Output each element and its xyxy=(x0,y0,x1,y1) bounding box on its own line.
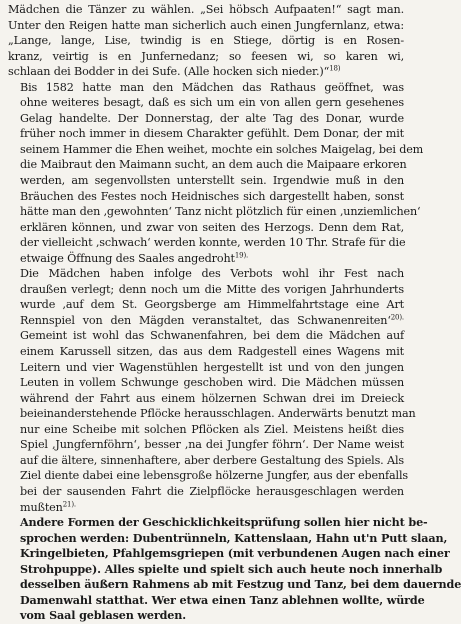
text-line: „Lange, lange, Lise, twindig is en Stiege, dörtig is en Rosen- xyxy=(8,34,404,48)
text-line: einem Karussell sitzen, das aus dem Radgestell eines Wagens mit xyxy=(20,345,404,359)
paragraph-1-continuation xyxy=(8,2,404,80)
text-line: erklären können, und zwar von seiten des Herzogs. Denn dem Rat, xyxy=(20,220,404,234)
text-line: werden, am segenvollsten unterstellt sein. Irgendwie muß in den xyxy=(20,174,404,188)
text-line: Die Mädchen haben infolge des Verbots wohl ihr Fest nach xyxy=(20,267,404,281)
text-line: früher noch immer in diesem Charakter gefühlt. Dem Donar, der mit xyxy=(20,127,404,141)
text-line: Leitern und vier Wagenstühlen hergestellt ist und von den jungen xyxy=(20,360,404,374)
footnote-ref: 18) xyxy=(329,64,341,73)
text-line: wurde ‚auf dem St. Georgsberge am Himmelfahrtstage eine Art xyxy=(20,298,404,312)
text-line: Ziel diente dabei eine lebensgroße hölzerne Jungfer, aus der ebenfalls xyxy=(20,469,408,483)
footnote-ref: 19). xyxy=(234,251,249,260)
text-line: mußten$^{21).}$ xyxy=(20,499,76,514)
text-line: der vielleicht ‚schwach‘ werden konnte, werden 10 Thr. Strafe für die xyxy=(20,236,406,250)
text-line: Unter den Reigen hatte man sicherlich auch einen Jungfernlanz, etwa: xyxy=(8,18,404,32)
text-line: desselben äußern Rahmens ab mit Festzug und Tanz, bei dem dauernde xyxy=(20,577,461,592)
text-line: Kringelbieten, Pfahlgemsgriepen (mit verbundenen Augen nach einer xyxy=(20,546,450,561)
text-line: während der Fahrt aus einem hölzernen Schwan drei im Dreieck xyxy=(20,391,404,405)
text-line: Mädchen die Tänzer zu wählen. „Sei höbsch Aufpaaten!“ sagt man. xyxy=(8,3,404,16)
text-line: vom Saal geblasen werden. xyxy=(20,608,186,623)
text-line: seinem Hammer die Ehen weihet, mochte ein solches Maigelag, bei dem xyxy=(20,142,424,156)
text-line: Andere Formen der Geschicklichkeitsprüfung sollen hier nicht be- xyxy=(20,515,428,530)
text-line: Spiel ‚Jungfernföhrn‘, besser ‚na dei Jungfer föhrn‘. Der Name weist xyxy=(20,438,404,452)
text-line: Damenwahl statthat. Wer etwa einen Tanz ablehnen wollte, würde xyxy=(20,592,425,607)
text-line: bei der sausenden Fahrt die Zielpflöcke herausgeschlagen werden xyxy=(20,484,404,498)
footnote-ref: 20). xyxy=(390,313,404,322)
paragraph-2 xyxy=(8,80,424,267)
text-line: nur eine Scheibe mit solchen Pflöcken als Ziel. Meistens heißt dies xyxy=(20,422,404,436)
text-line: hätte man den ‚gewohnten‘ Tanz nicht plötzlich für einen ‚unziemlichen‘ xyxy=(20,205,421,219)
text-line: schlaan dei Bodder in dei Sufe. (Alle hocken sich nieder.)“$^{18)}$ xyxy=(8,64,341,79)
text-line: etwaige Öffnung des Saales angedroht$^{19).}$ xyxy=(20,251,249,265)
text-line: Rennspiel von den Mägden veranstaltet, das Schwanenreiten‘$^{20).}$ xyxy=(20,313,404,327)
text-line: ohne weiteres besagt, daß es sich um ein von allen gern gesehenes xyxy=(20,96,404,110)
text-line: Gelag handelte. Der Donnerstag, der alte Tag des Donar, wurde xyxy=(20,111,404,125)
text-line: Leuten in vollem Schwunge geschoben wird. Die Mädchen müssen xyxy=(20,376,404,390)
text-line: Strohpuppe). Alles spielte und spielt sich auch heute noch innerhalb xyxy=(20,561,443,576)
text-line: Bis 1582 hatte man den Mädchen das Rathaus geöffnet, was xyxy=(20,80,404,94)
text-line: Gemeint ist wohl das Schwanenfahren, bei dem die Mädchen auf xyxy=(20,329,404,343)
paragraph-4 xyxy=(8,515,461,624)
text-line: beieinanderstehende Pflöcke herausschlagen. Anderwärts benutzt man xyxy=(20,407,416,421)
text-line: draußen verlegt; denn noch um die Mitte des vorigen Jahrhunderts xyxy=(20,282,404,296)
text-line: kranz, veirtig is en Junfernedanz; so feesen wi, so karen wi, xyxy=(8,49,404,63)
paragraph-3 xyxy=(8,266,416,515)
text-line: auf die ältere, sinnenhaftere, aber derbere Gestaltung des Spiels. Als xyxy=(20,453,404,467)
text-line: die Maibraut den Maimann sucht, an dem auch die Maipaare erkoren xyxy=(20,158,407,172)
text-line: Bräuchen des Festes noch Heidnisches sich dargestellt haben, sonst xyxy=(20,189,404,203)
text-line: sprochen werden: Dubentrünneln, Kattenslaan, Hahn ut'n Putt slaan, xyxy=(20,530,448,545)
footnote-ref: 21). xyxy=(62,499,76,508)
